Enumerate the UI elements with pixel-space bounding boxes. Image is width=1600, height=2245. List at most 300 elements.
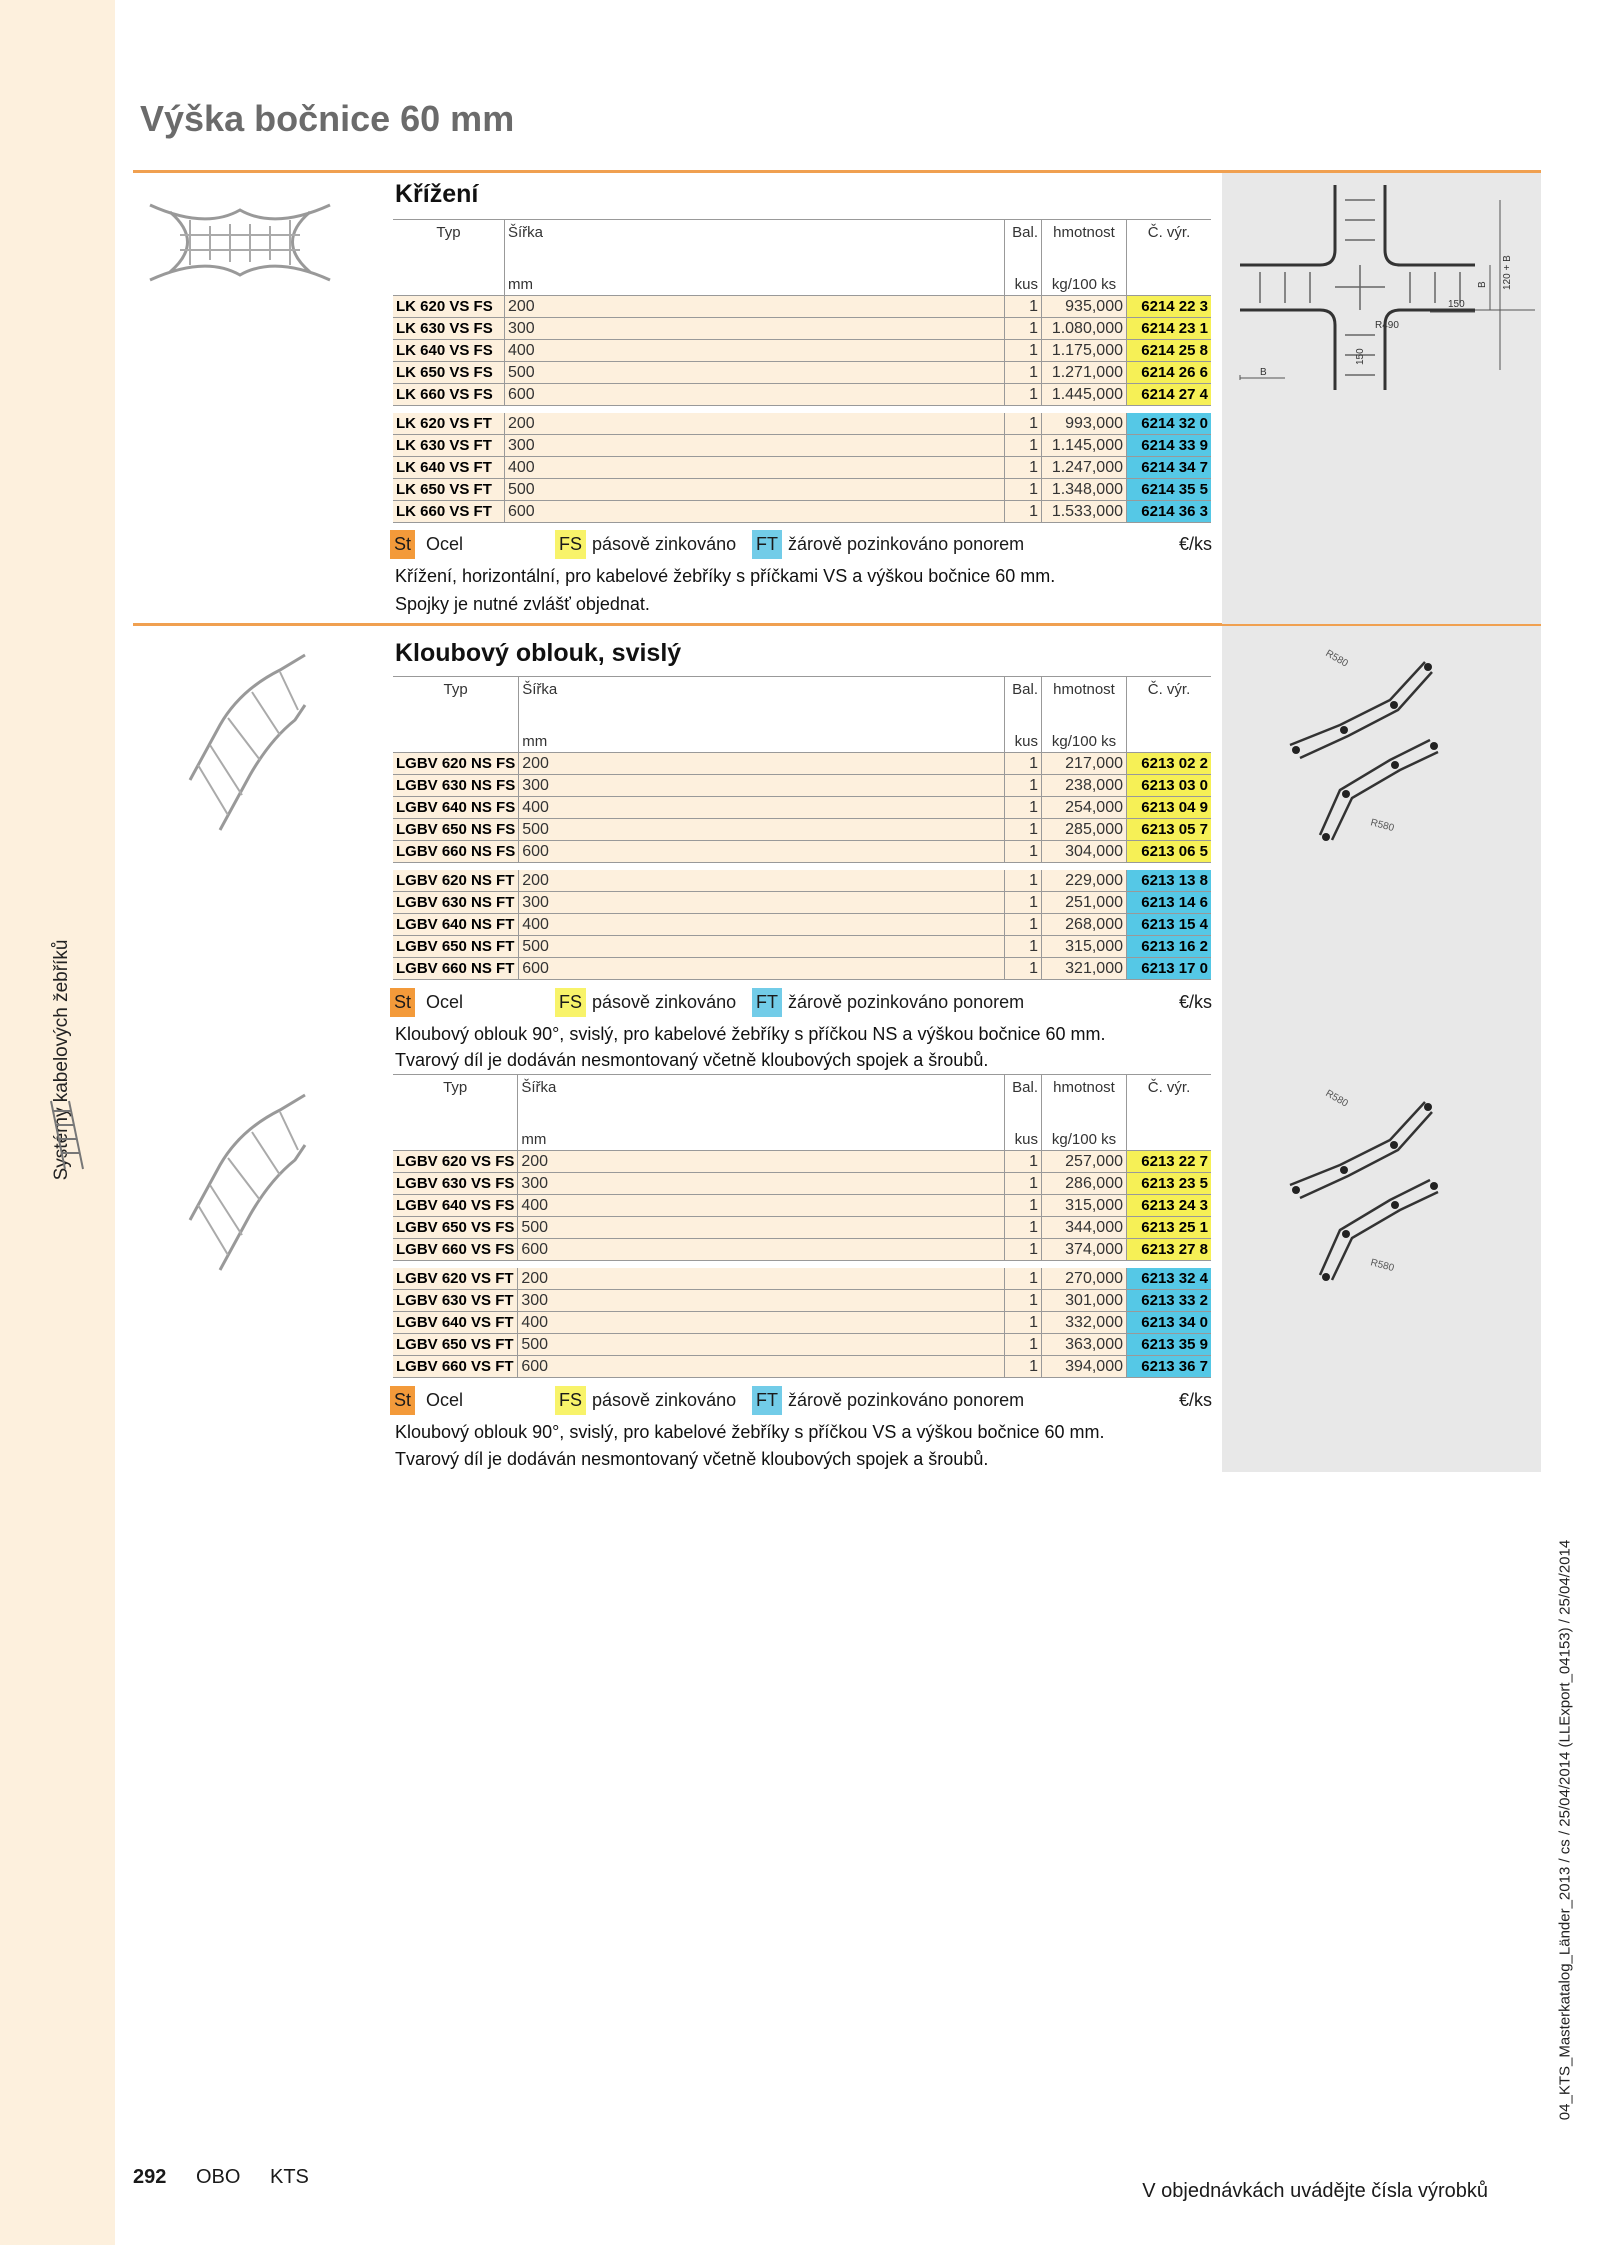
- cell-cislo: 6213 25 1: [1127, 1217, 1212, 1239]
- cell-spacer: [546, 384, 1004, 406]
- cell-typ: LGBV 650 NS FT: [393, 936, 519, 958]
- table-row: [393, 1173, 1211, 1195]
- cell-sirka: 200: [518, 1268, 560, 1290]
- dim-r580-top: R580: [1323, 1088, 1350, 1110]
- cell-sirka: 400: [505, 457, 547, 479]
- cell-cislo: 6214 36 3: [1127, 501, 1212, 523]
- cell-bal: 1: [1005, 870, 1042, 892]
- hinged-bend-ns-photo: [180, 650, 315, 835]
- section-title-krizeni: Křížení: [395, 180, 479, 208]
- unit-kus: kus: [1005, 275, 1042, 296]
- table-header-row: [393, 677, 1211, 733]
- cell-typ: LGBV 650 NS FS: [393, 819, 519, 841]
- col-spacer: [559, 1130, 1004, 1151]
- cell-spacer: [560, 936, 1004, 958]
- cell-spacer: [560, 892, 1004, 914]
- table-row: [393, 1312, 1211, 1334]
- price-unit: €/ks: [1178, 992, 1212, 1012]
- cell-cislo: 6213 23 5: [1127, 1173, 1212, 1195]
- cell-spacer: [560, 914, 1004, 936]
- cell-bal: 1: [1005, 892, 1042, 914]
- cell-bal: 1: [1005, 797, 1042, 819]
- cell-sirka: 300: [518, 1173, 560, 1195]
- dim-b-vertical: B: [1477, 281, 1488, 288]
- cell-spacer: [560, 819, 1004, 841]
- dim-150: 150: [1448, 299, 1465, 310]
- cell-typ: LGBV 650 VS FS: [393, 1217, 518, 1239]
- cell-sirka: 300: [505, 318, 547, 340]
- table-row: [393, 1151, 1211, 1173]
- cell-cislo: 6214 35 5: [1127, 479, 1212, 501]
- cell-typ: LK 620 VS FT: [393, 413, 505, 435]
- description-kloubovy-ns-1: Kloubový oblouk 90°, svislý, pro kabelové žebříky s příčkou NS a výškou bočnice 60 mm.: [395, 1024, 1106, 1044]
- col-header-sirka: Šířka: [505, 220, 547, 276]
- cell-bal: 1: [1005, 457, 1042, 479]
- cell-hmotnost: 301,000: [1042, 1290, 1127, 1312]
- table-unit-row: [393, 275, 1211, 296]
- table-row: [393, 775, 1211, 797]
- legend-tag-st: St: [390, 988, 415, 1017]
- cell-sirka: 500: [505, 479, 547, 501]
- legend-text-st: Ocel: [426, 534, 464, 554]
- cell-cislo: 6213 35 9: [1127, 1334, 1212, 1356]
- cell-typ: LGBV 630 NS FS: [393, 775, 519, 797]
- cell-sirka: 300: [519, 892, 561, 914]
- cell-hmotnost: 1.445,000: [1042, 384, 1127, 406]
- legend-text-fs: pásově zinkováno: [592, 992, 737, 1012]
- cell-hmotnost: 1.533,000: [1042, 501, 1127, 523]
- cell-typ: LGBV 660 VS FT: [393, 1356, 518, 1378]
- cell-hmotnost: 217,000: [1042, 753, 1127, 775]
- cell-spacer: [546, 457, 1004, 479]
- cell-bal: 1: [1005, 775, 1042, 797]
- unit-kus: kus: [1005, 1130, 1042, 1151]
- dim-r490: R490: [1375, 320, 1399, 331]
- legend-tag-fs: FS: [555, 988, 586, 1017]
- cell-bal: 1: [1005, 1151, 1042, 1173]
- dim-120b: 120 + B: [1502, 255, 1513, 290]
- cell-cislo: 6213 03 0: [1127, 775, 1212, 797]
- hinged-bend-vs-photo: [180, 1090, 315, 1275]
- cell-cislo: 6213 15 4: [1127, 914, 1212, 936]
- legend-text-fs: pásově zinkováno: [592, 534, 737, 554]
- col-spacer: [559, 1075, 1004, 1131]
- legend-kloubovy-ns: [390, 988, 1212, 1017]
- cell-spacer: [560, 797, 1004, 819]
- unit-spacer: [393, 1130, 518, 1151]
- footer-vertical-note: 04_KTS_Masterkatalog_Länder_2013 / cs / 25/04/2014 (LLExport_04153) / 25/04/2014: [1556, 1539, 1574, 2121]
- unit-kg: kg/100 ks: [1042, 1130, 1127, 1151]
- cell-sirka: 600: [519, 958, 561, 980]
- legend-text-st: Ocel: [426, 1390, 464, 1410]
- col-header-hmotnost: hmotnost: [1042, 220, 1127, 276]
- unit-mm: mm: [505, 275, 547, 296]
- table-row: [393, 914, 1211, 936]
- cell-hmotnost: 315,000: [1042, 1195, 1127, 1217]
- description-krizeni-1: Křížení, horizontální, pro kabelové žebříky s příčkami VS a výškou bočnice 60 mm.: [395, 566, 1056, 586]
- group-gap: [393, 406, 1211, 414]
- cell-spacer: [559, 1268, 1004, 1290]
- col-header-bal: Bal.: [1005, 1075, 1042, 1131]
- legend-text-fs: pásově zinkováno: [592, 1390, 737, 1410]
- dim-r580-top: R580: [1323, 648, 1350, 670]
- cell-bal: 1: [1005, 1173, 1042, 1195]
- cell-hmotnost: 270,000: [1042, 1268, 1127, 1290]
- cell-typ: LGBV 660 VS FS: [393, 1239, 518, 1261]
- cell-bal: 1: [1005, 1217, 1042, 1239]
- legend-text-st: Ocel: [426, 992, 464, 1012]
- cell-typ: LGBV 630 NS FT: [393, 892, 519, 914]
- cell-hmotnost: 1.175,000: [1042, 340, 1127, 362]
- cell-bal: 1: [1005, 819, 1042, 841]
- col-header-typ: Typ: [393, 220, 505, 276]
- table-row: [393, 318, 1211, 340]
- description-kloubovy-ns-2: Tvarový díl je dodáván nesmontovaný včetně kloubových spojek a šroubů.: [395, 1050, 989, 1070]
- table-row: [393, 797, 1211, 819]
- cell-spacer: [546, 296, 1004, 318]
- legend-kloubovy-vs: [390, 1386, 1212, 1415]
- cell-sirka: 400: [519, 914, 561, 936]
- cell-cislo: 6213 24 3: [1127, 1195, 1212, 1217]
- cable-ladder-icon: [45, 1095, 89, 1175]
- table-row: [393, 384, 1211, 406]
- cell-cislo: 6213 02 2: [1127, 753, 1212, 775]
- col-spacer: [546, 275, 1004, 296]
- col-header-typ: Typ: [393, 1075, 518, 1131]
- price-unit: €/ks: [1178, 1390, 1212, 1410]
- footer-note: V objednávkách uvádějte čísla výrobků: [1142, 2180, 1488, 2202]
- cell-bal: 1: [1005, 501, 1042, 523]
- col-header-sirka: Šířka: [518, 1075, 560, 1131]
- table-row: [393, 1195, 1211, 1217]
- cell-spacer: [546, 318, 1004, 340]
- page-title: Výška bočnice 60 mm: [140, 98, 515, 139]
- hinged-bend-ns-drawing: [1280, 640, 1460, 850]
- unit-kg: kg/100 ks: [1042, 732, 1127, 753]
- cell-sirka: 300: [505, 435, 547, 457]
- cell-cislo: 6213 36 7: [1127, 1356, 1212, 1378]
- cell-hmotnost: 935,000: [1042, 296, 1127, 318]
- col-spacer: [560, 732, 1004, 753]
- description-krizeni-2: Spojky je nutné zvlášť objednat.: [395, 594, 650, 614]
- cell-spacer: [560, 841, 1004, 863]
- cell-sirka: 400: [505, 340, 547, 362]
- cell-hmotnost: 304,000: [1042, 841, 1127, 863]
- cell-spacer: [559, 1173, 1004, 1195]
- cell-hmotnost: 315,000: [1042, 936, 1127, 958]
- cell-bal: 1: [1005, 362, 1042, 384]
- cell-cislo: 6213 04 9: [1127, 797, 1212, 819]
- cell-sirka: 600: [505, 384, 547, 406]
- col-header-bal: Bal.: [1005, 677, 1042, 733]
- cell-typ: LK 660 VS FS: [393, 384, 505, 406]
- cell-sirka: 500: [519, 819, 561, 841]
- cell-bal: 1: [1005, 384, 1042, 406]
- cell-spacer: [546, 479, 1004, 501]
- cell-sirka: 200: [519, 753, 561, 775]
- cell-typ: LK 660 VS FT: [393, 501, 505, 523]
- product-table-kloubovy-vs: [393, 1074, 1211, 1378]
- cell-sirka: 400: [519, 797, 561, 819]
- cell-hmotnost: 254,000: [1042, 797, 1127, 819]
- cell-hmotnost: 286,000: [1042, 1173, 1127, 1195]
- cell-cislo: 6213 17 0: [1127, 958, 1212, 980]
- cell-hmotnost: 268,000: [1042, 914, 1127, 936]
- table-row: [393, 457, 1211, 479]
- group-gap: [393, 863, 1211, 871]
- col-header-hmotnost: hmotnost: [1042, 677, 1127, 733]
- cell-sirka: 200: [519, 870, 561, 892]
- cell-sirka: 500: [518, 1217, 560, 1239]
- cell-sirka: 500: [518, 1334, 560, 1356]
- cross-piece-drawing: [1235, 180, 1535, 395]
- cell-hmotnost: 344,000: [1042, 1217, 1127, 1239]
- cell-sirka: 600: [519, 841, 561, 863]
- dim-150-vertical: 150: [1355, 348, 1366, 365]
- cell-spacer: [560, 870, 1004, 892]
- cell-hmotnost: 363,000: [1042, 1334, 1127, 1356]
- unit-kus: kus: [1005, 732, 1042, 753]
- cell-bal: 1: [1005, 1356, 1042, 1378]
- col-header-typ: Typ: [393, 677, 519, 733]
- cell-spacer: [559, 1356, 1004, 1378]
- table-row: [393, 1290, 1211, 1312]
- cell-sirka: 200: [518, 1151, 560, 1173]
- cell-cislo: 6213 05 7: [1127, 819, 1212, 841]
- footer-brand: OBO: [196, 2166, 241, 2188]
- cell-cislo: 6213 13 8: [1127, 870, 1212, 892]
- col-header-hmotnost: hmotnost: [1042, 1075, 1127, 1131]
- dim-r580-bottom: R580: [1369, 1257, 1396, 1275]
- cell-spacer: [560, 775, 1004, 797]
- cell-cislo: 6214 22 3: [1127, 296, 1212, 318]
- cell-cislo: 6213 27 8: [1127, 1239, 1212, 1261]
- legend-tag-ft: FT: [752, 988, 782, 1017]
- cell-cislo: 6213 32 4: [1127, 1268, 1212, 1290]
- cell-bal: 1: [1005, 296, 1042, 318]
- cell-hmotnost: 238,000: [1042, 775, 1127, 797]
- cell-spacer: [546, 435, 1004, 457]
- cell-typ: LGBV 620 NS FS: [393, 753, 519, 775]
- table-row: [393, 479, 1211, 501]
- description-kloubovy-vs-1: Kloubový oblouk 90°, svislý, pro kabelové žebříky s příčkou VS a výškou bočnice 60 mm.: [395, 1422, 1105, 1442]
- legend-text-ft: žárově pozinkováno ponorem: [788, 1390, 1025, 1410]
- cell-cislo: 6213 06 5: [1127, 841, 1212, 863]
- table-row: [393, 340, 1211, 362]
- cell-hmotnost: 1.145,000: [1042, 435, 1127, 457]
- product-table-kloubovy-ns: [393, 676, 1211, 980]
- cell-hmotnost: 1.271,000: [1042, 362, 1127, 384]
- cell-cislo: 6214 33 9: [1127, 435, 1212, 457]
- cell-bal: 1: [1005, 479, 1042, 501]
- cell-spacer: [559, 1195, 1004, 1217]
- col-header-cislo: Č. výr.: [1127, 677, 1212, 733]
- cell-spacer: [560, 958, 1004, 980]
- col-spacer: [560, 677, 1004, 733]
- legend-tag-st: St: [390, 1386, 415, 1415]
- cell-sirka: 200: [505, 413, 547, 435]
- cell-cislo: 6213 22 7: [1127, 1151, 1212, 1173]
- cell-cislo: 6213 14 6: [1127, 892, 1212, 914]
- table-row: [393, 1356, 1211, 1378]
- cell-bal: 1: [1005, 1312, 1042, 1334]
- cell-spacer: [546, 340, 1004, 362]
- cell-sirka: 200: [505, 296, 547, 318]
- cell-spacer: [559, 1334, 1004, 1356]
- section-title-kloubovy-oblouk: Kloubový oblouk, svislý: [395, 639, 682, 667]
- cell-sirka: 600: [505, 501, 547, 523]
- cell-hmotnost: 332,000: [1042, 1312, 1127, 1334]
- sidebar: [0, 0, 115, 2245]
- cell-spacer: [560, 753, 1004, 775]
- unit-spacer: [1127, 732, 1212, 753]
- table-row: [393, 413, 1211, 435]
- legend-tag-ft: FT: [752, 1386, 782, 1415]
- cell-hmotnost: 1.080,000: [1042, 318, 1127, 340]
- cell-hmotnost: 374,000: [1042, 1239, 1127, 1261]
- table-row: [393, 936, 1211, 958]
- unit-spacer: [393, 732, 519, 753]
- cell-sirka: 600: [518, 1356, 560, 1378]
- col-header-cislo: Č. výr.: [1127, 1075, 1212, 1131]
- dim-r580-bottom: R580: [1369, 817, 1396, 835]
- cell-cislo: 6214 32 0: [1127, 413, 1212, 435]
- col-spacer: [546, 220, 1004, 276]
- col-header-cislo: Č. výr.: [1127, 220, 1212, 276]
- cell-hmotnost: 251,000: [1042, 892, 1127, 914]
- cell-hmotnost: 1.247,000: [1042, 457, 1127, 479]
- cell-cislo: 6214 26 6: [1127, 362, 1212, 384]
- cell-typ: LGBV 640 VS FT: [393, 1312, 518, 1334]
- table-row: [393, 1217, 1211, 1239]
- unit-spacer: [393, 275, 505, 296]
- table-unit-row: [393, 1130, 1211, 1151]
- cell-bal: 1: [1005, 340, 1042, 362]
- footer-series: KTS: [270, 2166, 309, 2188]
- table-row: [393, 819, 1211, 841]
- table-row: [393, 958, 1211, 980]
- cell-bal: 1: [1005, 841, 1042, 863]
- table-row: [393, 870, 1211, 892]
- col-header-sirka: Šířka: [519, 677, 561, 733]
- product-table-krizeni: [393, 219, 1211, 523]
- cell-typ: LGBV 660 NS FT: [393, 958, 519, 980]
- price-unit: €/ks: [1178, 534, 1212, 554]
- unit-spacer: [1127, 1130, 1212, 1151]
- cell-sirka: 300: [519, 775, 561, 797]
- table-row: [393, 1239, 1211, 1261]
- cell-cislo: 6213 16 2: [1127, 936, 1212, 958]
- cell-cislo: 6214 27 4: [1127, 384, 1212, 406]
- cell-spacer: [546, 501, 1004, 523]
- unit-spacer: [1127, 275, 1212, 296]
- cell-cislo: 6214 23 1: [1127, 318, 1212, 340]
- unit-mm: mm: [518, 1130, 560, 1151]
- cell-typ: LGBV 630 VS FT: [393, 1290, 518, 1312]
- cell-typ: LK 640 VS FS: [393, 340, 505, 362]
- cell-typ: LGBV 620 VS FS: [393, 1151, 518, 1173]
- legend-krizeni: [390, 530, 1212, 559]
- page-number: 292: [133, 2166, 167, 2188]
- cell-typ: LGBV 620 VS FT: [393, 1268, 518, 1290]
- col-header-bal: Bal.: [1005, 220, 1042, 276]
- cell-hmotnost: 394,000: [1042, 1356, 1127, 1378]
- table-row: [393, 753, 1211, 775]
- cell-typ: LK 630 VS FT: [393, 435, 505, 457]
- cell-spacer: [559, 1239, 1004, 1261]
- legend-tag-ft: FT: [752, 530, 782, 559]
- table-row: [393, 841, 1211, 863]
- cell-cislo: 6214 34 7: [1127, 457, 1212, 479]
- cell-bal: 1: [1005, 318, 1042, 340]
- cell-typ: LGBV 640 NS FT: [393, 914, 519, 936]
- cell-sirka: 600: [518, 1239, 560, 1261]
- cell-sirka: 500: [505, 362, 547, 384]
- cell-bal: 1: [1005, 435, 1042, 457]
- table-unit-row: [393, 732, 1211, 753]
- cell-hmotnost: 229,000: [1042, 870, 1127, 892]
- cell-cislo: 6214 25 8: [1127, 340, 1212, 362]
- cell-cislo: 6213 34 0: [1127, 1312, 1212, 1334]
- cell-bal: 1: [1005, 936, 1042, 958]
- cell-spacer: [559, 1290, 1004, 1312]
- cell-spacer: [546, 362, 1004, 384]
- cell-hmotnost: 257,000: [1042, 1151, 1127, 1173]
- dim-b-horizontal: B: [1260, 367, 1267, 378]
- cell-spacer: [546, 413, 1004, 435]
- legend-text-ft: žárově pozinkováno ponorem: [788, 992, 1025, 1012]
- cell-bal: 1: [1005, 413, 1042, 435]
- table-row: [393, 362, 1211, 384]
- cell-sirka: 400: [518, 1195, 560, 1217]
- table-row: [393, 1268, 1211, 1290]
- cell-hmotnost: 1.348,000: [1042, 479, 1127, 501]
- cell-bal: 1: [1005, 753, 1042, 775]
- cell-hmotnost: 285,000: [1042, 819, 1127, 841]
- cell-typ: LGBV 630 VS FS: [393, 1173, 518, 1195]
- cell-typ: LGBV 660 NS FS: [393, 841, 519, 863]
- cell-typ: LK 630 VS FS: [393, 318, 505, 340]
- table-header-row: [393, 220, 1211, 276]
- cell-sirka: 400: [518, 1312, 560, 1334]
- sidebar-label: Systémy kabelových žebříků: [51, 939, 72, 1181]
- table-row: [393, 1334, 1211, 1356]
- unit-kg: kg/100 ks: [1042, 275, 1127, 296]
- table-header-row: [393, 1075, 1211, 1131]
- legend-text-ft: žárově pozinkováno ponorem: [788, 534, 1025, 554]
- cell-typ: LGBV 650 VS FT: [393, 1334, 518, 1356]
- table-row: [393, 501, 1211, 523]
- legend-tag-st: St: [390, 530, 415, 559]
- cell-typ: LK 620 VS FS: [393, 296, 505, 318]
- cell-cislo: 6213 33 2: [1127, 1290, 1212, 1312]
- cell-bal: 1: [1005, 1268, 1042, 1290]
- cross-piece-photo: [145, 190, 335, 295]
- cell-hmotnost: 993,000: [1042, 413, 1127, 435]
- cell-bal: 1: [1005, 1334, 1042, 1356]
- group-gap: [393, 1261, 1211, 1269]
- cell-bal: 1: [1005, 1195, 1042, 1217]
- table-row: [393, 892, 1211, 914]
- legend-tag-fs: FS: [555, 1386, 586, 1415]
- cell-typ: LGBV 640 VS FS: [393, 1195, 518, 1217]
- cell-spacer: [559, 1312, 1004, 1334]
- cell-typ: LK 650 VS FS: [393, 362, 505, 384]
- cell-bal: 1: [1005, 958, 1042, 980]
- unit-mm: mm: [519, 732, 561, 753]
- cell-spacer: [559, 1217, 1004, 1239]
- table-row: [393, 435, 1211, 457]
